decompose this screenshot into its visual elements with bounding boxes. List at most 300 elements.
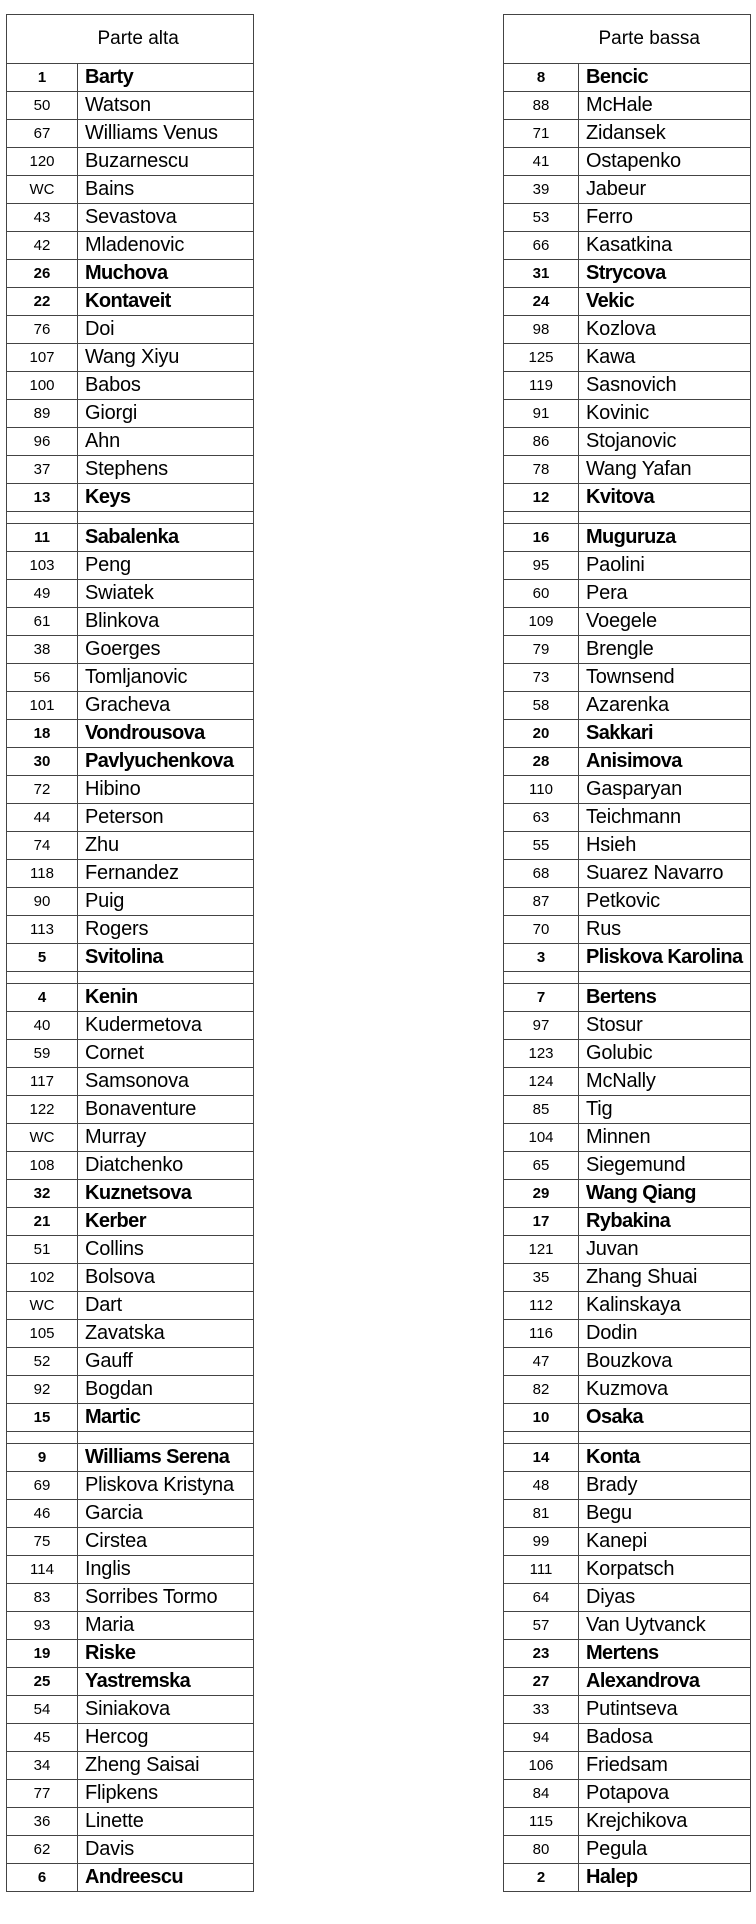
- player-name-cell: Wang Xiyu: [78, 344, 254, 372]
- player-row: [504, 552, 751, 580]
- section-separator-row: [7, 972, 254, 984]
- ranking-cell: 10: [504, 1404, 579, 1432]
- player-name-cell: Williams Venus: [78, 120, 254, 148]
- player-name-cell: Gasparyan: [579, 776, 751, 804]
- player-name-cell: Cornet: [78, 1040, 254, 1068]
- ranking-cell: 124: [504, 1068, 579, 1096]
- player-row: [504, 232, 751, 260]
- player-name-cell: Siniakova: [78, 1696, 254, 1724]
- ranking-cell: 21: [7, 1208, 78, 1236]
- player-name-cell: Bogdan: [78, 1376, 254, 1404]
- player-name-cell: Friedsam: [579, 1752, 751, 1780]
- ranking-cell: 80: [504, 1836, 579, 1864]
- ranking-cell: 90: [7, 888, 78, 916]
- player-row: [7, 316, 254, 344]
- ranking-cell: 9: [7, 1444, 78, 1472]
- seeded-player-row: [7, 1208, 254, 1236]
- player-row: [504, 916, 751, 944]
- ranking-cell: 114: [7, 1556, 78, 1584]
- ranking-cell: 75: [7, 1528, 78, 1556]
- ranking-cell: 113: [7, 916, 78, 944]
- ranking-cell: 82: [504, 1376, 579, 1404]
- player-name-cell: Zhang Shuai: [579, 1264, 751, 1292]
- player-name-cell: Potapova: [579, 1780, 751, 1808]
- seeded-player-row: [7, 1864, 254, 1892]
- player-row: [7, 1556, 254, 1584]
- separator-cell: [78, 972, 254, 984]
- ranking-cell: 98: [504, 316, 579, 344]
- player-name-cell: Kanepi: [579, 1528, 751, 1556]
- top-half-title: Parte alta: [78, 15, 254, 64]
- seeded-player-row: [7, 984, 254, 1012]
- ranking-cell: 109: [504, 608, 579, 636]
- player-row: [504, 1584, 751, 1612]
- seeded-player-row: [7, 1180, 254, 1208]
- ranking-cell: 23: [504, 1640, 579, 1668]
- player-name-cell: Wang Qiang: [579, 1180, 751, 1208]
- separator-cell: [504, 972, 579, 984]
- ranking-cell: 39: [504, 176, 579, 204]
- section-separator-row: [504, 512, 751, 524]
- bottom-half-rows: [504, 64, 751, 1892]
- ranking-cell: 105: [7, 1320, 78, 1348]
- ranking-cell: 104: [504, 1124, 579, 1152]
- seeded-player-row: [7, 288, 254, 316]
- ranking-cell: 108: [7, 1152, 78, 1180]
- ranking-cell: 99: [504, 1528, 579, 1556]
- player-name-cell: Pera: [579, 580, 751, 608]
- player-name-cell: Muchova: [78, 260, 254, 288]
- ranking-cell: 96: [7, 428, 78, 456]
- ranking-cell: 57: [504, 1612, 579, 1640]
- player-name-cell: Badosa: [579, 1724, 751, 1752]
- player-row: [504, 1808, 751, 1836]
- ranking-cell: 1: [7, 64, 78, 92]
- player-name-cell: Babos: [78, 372, 254, 400]
- ranking-cell: 19: [7, 1640, 78, 1668]
- player-name-cell: Brengle: [579, 636, 751, 664]
- player-name-cell: Kerber: [78, 1208, 254, 1236]
- player-name-cell: Kovinic: [579, 400, 751, 428]
- player-name-cell: Townsend: [579, 664, 751, 692]
- player-row: [504, 148, 751, 176]
- ranking-cell: 54: [7, 1696, 78, 1724]
- ranking-cell: 37: [7, 456, 78, 484]
- ranking-cell: 70: [504, 916, 579, 944]
- player-name-cell: Stojanovic: [579, 428, 751, 456]
- ranking-cell: 49: [7, 580, 78, 608]
- player-name-cell: Martic: [78, 1404, 254, 1432]
- ranking-cell: 123: [504, 1040, 579, 1068]
- player-name-cell: Pavlyuchenkova: [78, 748, 254, 776]
- ranking-cell: 86: [504, 428, 579, 456]
- player-row: [504, 372, 751, 400]
- seeded-player-row: [7, 524, 254, 552]
- player-row: [7, 552, 254, 580]
- ranking-cell: 58: [504, 692, 579, 720]
- player-name-cell: Alexandrova: [579, 1668, 751, 1696]
- player-row: [7, 428, 254, 456]
- player-name-cell: Bains: [78, 176, 254, 204]
- player-row: [504, 636, 751, 664]
- player-row: [504, 1320, 751, 1348]
- ranking-cell: 71: [504, 120, 579, 148]
- player-row: [504, 1236, 751, 1264]
- seeded-player-row: [504, 1444, 751, 1472]
- player-name-cell: Riske: [78, 1640, 254, 1668]
- player-name-cell: Tomljanovic: [78, 664, 254, 692]
- seeded-player-row: [504, 1864, 751, 1892]
- separator-cell: [7, 1432, 78, 1444]
- player-row: [7, 1528, 254, 1556]
- player-row: [504, 1528, 751, 1556]
- ranking-cell: 106: [504, 1752, 579, 1780]
- player-row: [7, 608, 254, 636]
- player-row: [7, 1780, 254, 1808]
- seeded-player-row: [7, 260, 254, 288]
- player-name-cell: Wang Yafan: [579, 456, 751, 484]
- player-row: [7, 664, 254, 692]
- ranking-cell: 125: [504, 344, 579, 372]
- player-name-cell: Dodin: [579, 1320, 751, 1348]
- seeded-player-row: [504, 64, 751, 92]
- player-row: [504, 1752, 751, 1780]
- player-row: [504, 1472, 751, 1500]
- player-name-cell: Samsonova: [78, 1068, 254, 1096]
- player-name-cell: Buzarnescu: [78, 148, 254, 176]
- player-row: [7, 204, 254, 232]
- seeded-player-row: [7, 484, 254, 512]
- player-name-cell: Kuznetsova: [78, 1180, 254, 1208]
- ranking-cell: 27: [504, 1668, 579, 1696]
- player-row: [7, 692, 254, 720]
- ranking-cell: 12: [504, 484, 579, 512]
- player-name-cell: Svitolina: [78, 944, 254, 972]
- player-row: [7, 916, 254, 944]
- player-name-cell: Barty: [78, 64, 254, 92]
- ranking-cell: 46: [7, 1500, 78, 1528]
- player-row: [7, 1068, 254, 1096]
- player-name-cell: Sasnovich: [579, 372, 751, 400]
- player-row: [7, 1124, 254, 1152]
- player-name-cell: Pliskova Kristyna: [78, 1472, 254, 1500]
- player-name-cell: Vondrousova: [78, 720, 254, 748]
- seeded-player-row: [504, 1668, 751, 1696]
- player-row: [7, 1472, 254, 1500]
- player-row: [504, 176, 751, 204]
- ranking-cell: 20: [504, 720, 579, 748]
- ranking-cell: 3: [504, 944, 579, 972]
- player-name-cell: Mertens: [579, 1640, 751, 1668]
- ranking-cell: 87: [504, 888, 579, 916]
- ranking-cell: 8: [504, 64, 579, 92]
- player-name-cell: Ahn: [78, 428, 254, 456]
- ranking-cell: 17: [504, 1208, 579, 1236]
- player-name-cell: Williams Serena: [78, 1444, 254, 1472]
- player-name-cell: Sakkari: [579, 720, 751, 748]
- ranking-cell: 83: [7, 1584, 78, 1612]
- player-row: [504, 92, 751, 120]
- separator-cell: [579, 1432, 751, 1444]
- ranking-cell: 44: [7, 804, 78, 832]
- player-row: [504, 120, 751, 148]
- ranking-cell: 47: [504, 1348, 579, 1376]
- player-row: [7, 1752, 254, 1780]
- player-row: [504, 1500, 751, 1528]
- seeded-player-row: [504, 1404, 751, 1432]
- player-row: [504, 1836, 751, 1864]
- player-row: [504, 428, 751, 456]
- player-name-cell: Golubic: [579, 1040, 751, 1068]
- player-name-cell: Ostapenko: [579, 148, 751, 176]
- player-name-cell: Bencic: [579, 64, 751, 92]
- player-name-cell: Stosur: [579, 1012, 751, 1040]
- player-name-cell: Hsieh: [579, 832, 751, 860]
- player-row: [504, 1348, 751, 1376]
- table-header-row: [504, 15, 751, 64]
- ranking-cell: 76: [7, 316, 78, 344]
- player-name-cell: Linette: [78, 1808, 254, 1836]
- ranking-cell: 30: [7, 748, 78, 776]
- player-name-cell: Blinkova: [78, 608, 254, 636]
- player-row: [7, 1236, 254, 1264]
- player-name-cell: Voegele: [579, 608, 751, 636]
- ranking-cell: 63: [504, 804, 579, 832]
- player-name-cell: Brady: [579, 1472, 751, 1500]
- seeded-player-row: [504, 288, 751, 316]
- ranking-cell: 16: [504, 524, 579, 552]
- player-name-cell: Yastremska: [78, 1668, 254, 1696]
- ranking-cell: 122: [7, 1096, 78, 1124]
- player-name-cell: Bonaventure: [78, 1096, 254, 1124]
- player-row: [7, 232, 254, 260]
- ranking-cell: 93: [7, 1612, 78, 1640]
- ranking-cell: 42: [7, 232, 78, 260]
- player-name-cell: Kasatkina: [579, 232, 751, 260]
- seeded-player-row: [504, 1180, 751, 1208]
- player-name-cell: Tig: [579, 1096, 751, 1124]
- player-name-cell: Collins: [78, 1236, 254, 1264]
- ranking-cell: 69: [7, 1472, 78, 1500]
- table-header-row: [7, 15, 254, 64]
- player-name-cell: Juvan: [579, 1236, 751, 1264]
- ranking-cell: 117: [7, 1068, 78, 1096]
- player-name-cell: Jabeur: [579, 176, 751, 204]
- separator-cell: [504, 512, 579, 524]
- ranking-cell: 97: [504, 1012, 579, 1040]
- player-name-cell: Cirstea: [78, 1528, 254, 1556]
- player-name-cell: Pliskova Karolina: [579, 944, 751, 972]
- player-row: [7, 1348, 254, 1376]
- ranking-cell: 94: [504, 1724, 579, 1752]
- player-name-cell: Gracheva: [78, 692, 254, 720]
- seeded-player-row: [7, 64, 254, 92]
- section-separator-row: [7, 1432, 254, 1444]
- ranking-cell: 78: [504, 456, 579, 484]
- player-row: [7, 344, 254, 372]
- player-row: [7, 1012, 254, 1040]
- ranking-cell: 29: [504, 1180, 579, 1208]
- seeded-player-row: [504, 1640, 751, 1668]
- ranking-cell: 74: [7, 832, 78, 860]
- player-name-cell: Siegemund: [579, 1152, 751, 1180]
- ranking-cell: WC: [7, 1292, 78, 1320]
- player-name-cell: Watson: [78, 92, 254, 120]
- player-row: [504, 344, 751, 372]
- player-row: [504, 1012, 751, 1040]
- separator-cell: [579, 972, 751, 984]
- player-row: [7, 120, 254, 148]
- ranking-cell: 81: [504, 1500, 579, 1528]
- ranking-cell: 53: [504, 204, 579, 232]
- ranking-cell: 50: [7, 92, 78, 120]
- player-name-cell: Inglis: [78, 1556, 254, 1584]
- player-name-cell: Maria: [78, 1612, 254, 1640]
- player-name-cell: Konta: [579, 1444, 751, 1472]
- ranking-cell: 6: [7, 1864, 78, 1892]
- player-row: [7, 148, 254, 176]
- player-name-cell: Kvitova: [579, 484, 751, 512]
- ranking-cell: 7: [504, 984, 579, 1012]
- player-name-cell: Puig: [78, 888, 254, 916]
- player-name-cell: Peterson: [78, 804, 254, 832]
- player-name-cell: Bouzkova: [579, 1348, 751, 1376]
- player-row: [7, 1724, 254, 1752]
- player-name-cell: McNally: [579, 1068, 751, 1096]
- ranking-cell: 33: [504, 1696, 579, 1724]
- ranking-cell: 92: [7, 1376, 78, 1404]
- ranking-cell: 5: [7, 944, 78, 972]
- ranking-cell: WC: [7, 176, 78, 204]
- separator-cell: [7, 512, 78, 524]
- player-name-cell: Pegula: [579, 1836, 751, 1864]
- player-name-cell: Suarez Navarro: [579, 860, 751, 888]
- player-name-cell: Goerges: [78, 636, 254, 664]
- player-name-cell: Paolini: [579, 552, 751, 580]
- ranking-cell: 2: [504, 1864, 579, 1892]
- ranking-cell: 55: [504, 832, 579, 860]
- player-name-cell: Vekic: [579, 288, 751, 316]
- ranking-cell: 59: [7, 1040, 78, 1068]
- ranking-cell: 56: [7, 664, 78, 692]
- seeded-player-row: [7, 944, 254, 972]
- ranking-cell: 52: [7, 1348, 78, 1376]
- ranking-cell: 72: [7, 776, 78, 804]
- player-name-cell: Rogers: [78, 916, 254, 944]
- player-row: [504, 1096, 751, 1124]
- seeded-player-row: [504, 748, 751, 776]
- ranking-cell: 73: [504, 664, 579, 692]
- player-row: [7, 832, 254, 860]
- seeded-player-row: [504, 720, 751, 748]
- ranking-cell: 61: [7, 608, 78, 636]
- ranking-cell: 84: [504, 1780, 579, 1808]
- ranking-cell: 60: [504, 580, 579, 608]
- player-name-cell: Sevastova: [78, 204, 254, 232]
- player-row: [504, 1152, 751, 1180]
- player-name-cell: Minnen: [579, 1124, 751, 1152]
- ranking-cell: 41: [504, 148, 579, 176]
- player-name-cell: Kalinskaya: [579, 1292, 751, 1320]
- ranking-cell: 68: [504, 860, 579, 888]
- player-name-cell: Dart: [78, 1292, 254, 1320]
- ranking-cell: 88: [504, 92, 579, 120]
- ranking-cell: 85: [504, 1096, 579, 1124]
- seeded-player-row: [7, 1668, 254, 1696]
- ranking-cell: 116: [504, 1320, 579, 1348]
- ranking-cell: 110: [504, 776, 579, 804]
- player-row: [7, 1152, 254, 1180]
- ranking-cell: 65: [504, 1152, 579, 1180]
- player-row: [7, 372, 254, 400]
- ranking-cell: 91: [504, 400, 579, 428]
- ranking-cell: 62: [7, 1836, 78, 1864]
- seeded-player-row: [504, 260, 751, 288]
- player-name-cell: Kenin: [78, 984, 254, 1012]
- player-name-cell: Flipkens: [78, 1780, 254, 1808]
- ranking-cell: 121: [504, 1236, 579, 1264]
- player-row: [504, 888, 751, 916]
- player-row: [504, 204, 751, 232]
- player-name-cell: Anisimova: [579, 748, 751, 776]
- ranking-cell: 118: [7, 860, 78, 888]
- ranking-cell: 107: [7, 344, 78, 372]
- player-name-cell: Sorribes Tormo: [78, 1584, 254, 1612]
- seeded-player-row: [7, 720, 254, 748]
- ranking-cell: 95: [504, 552, 579, 580]
- ranking-cell: 64: [504, 1584, 579, 1612]
- separator-cell: [78, 1432, 254, 1444]
- player-row: [504, 1612, 751, 1640]
- player-name-cell: Halep: [579, 1864, 751, 1892]
- ranking-cell: 100: [7, 372, 78, 400]
- player-name-cell: Doi: [78, 316, 254, 344]
- player-name-cell: Mladenovic: [78, 232, 254, 260]
- seeded-player-row: [504, 484, 751, 512]
- player-row: [504, 1376, 751, 1404]
- player-row: [7, 636, 254, 664]
- separator-cell: [579, 512, 751, 524]
- player-row: [7, 456, 254, 484]
- player-name-cell: Strycova: [579, 260, 751, 288]
- player-row: [504, 608, 751, 636]
- player-row: [7, 1264, 254, 1292]
- ranking-cell: 25: [7, 1668, 78, 1696]
- player-row: [504, 456, 751, 484]
- player-name-cell: Kawa: [579, 344, 751, 372]
- player-row: [504, 804, 751, 832]
- header-blank-cell: [7, 15, 78, 64]
- seeded-player-row: [504, 944, 751, 972]
- player-name-cell: Ferro: [579, 204, 751, 232]
- player-name-cell: Hercog: [78, 1724, 254, 1752]
- ranking-cell: 4: [7, 984, 78, 1012]
- ranking-cell: 45: [7, 1724, 78, 1752]
- player-name-cell: Keys: [78, 484, 254, 512]
- ranking-cell: 103: [7, 552, 78, 580]
- player-row: [504, 1724, 751, 1752]
- seeded-player-row: [7, 1640, 254, 1668]
- player-row: [7, 776, 254, 804]
- player-name-cell: Putintseva: [579, 1696, 751, 1724]
- player-row: [504, 1292, 751, 1320]
- player-name-cell: Rus: [579, 916, 751, 944]
- player-row: [7, 1696, 254, 1724]
- player-row: [504, 316, 751, 344]
- seeded-player-row: [7, 748, 254, 776]
- ranking-cell: 67: [7, 120, 78, 148]
- seeded-player-row: [504, 984, 751, 1012]
